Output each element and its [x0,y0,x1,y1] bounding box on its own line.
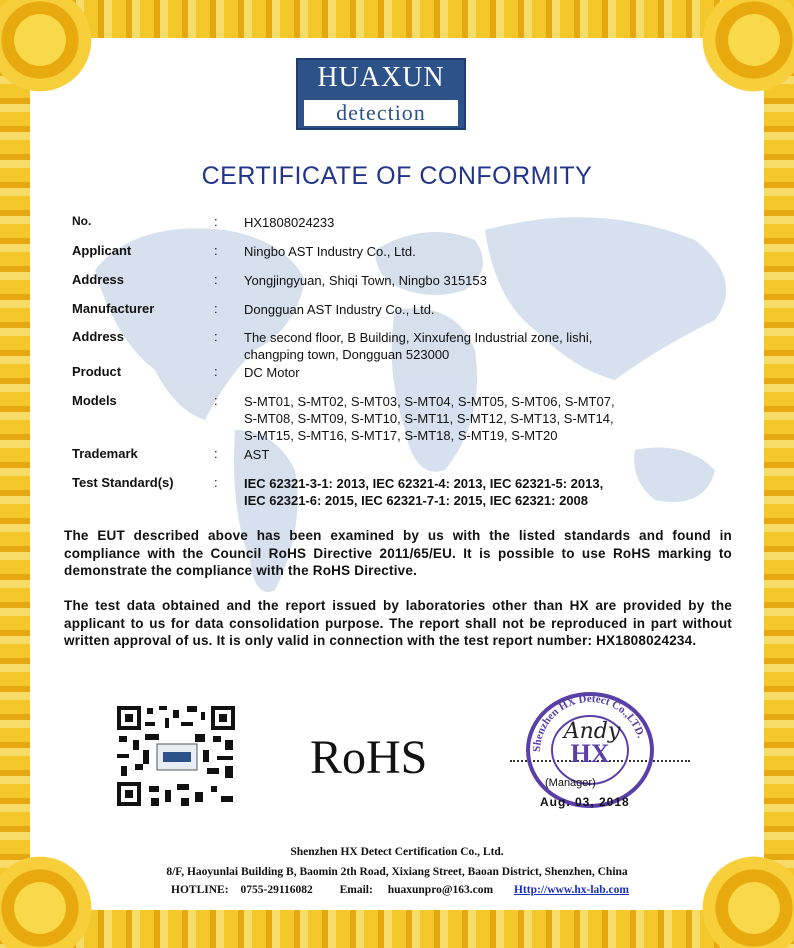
seal-center-text: HX [570,739,610,768]
ornament-corner [694,848,794,948]
field-value: HX1808024233 [244,215,335,230]
rohs-mark: RoHS [310,731,428,784]
company-seal [520,690,660,810]
email [334,884,500,896]
field-value: Dongguan AST Industry Co., Ltd. [244,302,435,317]
logo-line2: detection [304,100,458,126]
compliance-statement: The EUT described above has been examined by us with the listed standards and found in compliance with the Council RoHS Directive 2011/65/EU. It is possible to use RoHS marking to demonstrate the compliance with the RoHS Directive. [64,528,732,578]
field-label: Address [72,272,125,287]
ornament-corner [0,848,100,948]
email-label: Email: [339,884,373,896]
field-value: The second floor, B Building, Xinxufeng Industrial zone, lishi, changping town, Dongguan 523000 [244,330,593,362]
field-colon: : [214,243,218,258]
field-label: Product [72,364,122,379]
frame-right-border [762,0,794,948]
seal-ring-text: Shenzhen HX Detect Co.,LTD. [530,692,647,753]
field-value: AST [244,447,270,462]
field-label: Test Standard(s) [72,475,174,490]
field-colon: : [214,214,218,229]
huaxun-logo [296,58,466,130]
hotline-number: 0755-29116082 [240,884,313,896]
logo-line1: HUAXUN [317,62,445,93]
field-value: S-MT01, S-MT02, S-MT03, S-MT04, S-MT05, S-MT06, S-MT07, S-MT08, S-MT09, S-MT10, S-MT11, S-MT12, S-MT13, S-MT14, S-MT15, S-MT16, S-MT17, S-MT18, S-MT19, S-MT20 [244,394,615,443]
field-colon: : [214,272,218,287]
ornament-corner [694,0,794,100]
field-label: Trademark [72,446,138,461]
field-value: IEC 62321-3-1: 2013, IEC 62321-4: 2013, IEC 62321-5: 2013, IEC 62321-6: 2015, IEC 62321-7-1: 2015, IEC 62321: 2008 [244,476,604,508]
field-colon: : [214,301,218,316]
frame-bottom-border [0,908,794,948]
field-label: Applicant [72,243,132,258]
field-value: Yongjingyuan, Shiqi Town, Ningbo 315153 [244,273,487,288]
hotline [165,884,319,896]
field-colon: : [214,364,218,379]
field-colon: : [214,329,218,344]
website-link[interactable]: Http://www.hx-lab.com [513,884,629,896]
report-disclaimer: The test data obtained and the report issued by laboratories other than HX are provided by the applicant to us for data consolidation purpose. The report shall not be reproduced in part without written approval of us. It is only valid in connection with the test report number: HX1808024234. [64,598,732,648]
issue-date: Aug. 03, 2018 [540,795,630,809]
field-label: Models [72,393,117,408]
footer-address: 8/F, Haoyunlai Building B, Baomin 2th Road, Xixiang Street, Baoan District, Shenzhen, China [166,866,628,878]
manager-label: (Manager) [545,777,596,789]
field-colon: : [214,393,218,408]
email-address[interactable]: huaxunpro@163.com [387,884,494,896]
field-colon: : [214,446,218,461]
frame-left-border [0,0,32,948]
footer-contact [0,884,794,896]
certificate-title: CERTIFICATE OF CONFORMITY [201,162,593,190]
field-label: Address [72,329,125,344]
ornament-corner [0,0,100,100]
hotline-label: HOTLINE: [171,884,229,896]
signature: Andy [563,719,621,744]
field-value: Ningbo AST Industry Co., Ltd. [244,244,416,259]
field-value: DC Motor [244,365,300,380]
footer-company: Shenzhen HX Detect Certification Co., Ltd. [290,846,504,858]
qr-code [115,704,237,808]
field-label: Manufacturer [72,301,155,316]
field-label: No. [72,214,92,228]
frame-top-border [0,0,794,40]
field-colon: : [214,475,218,490]
